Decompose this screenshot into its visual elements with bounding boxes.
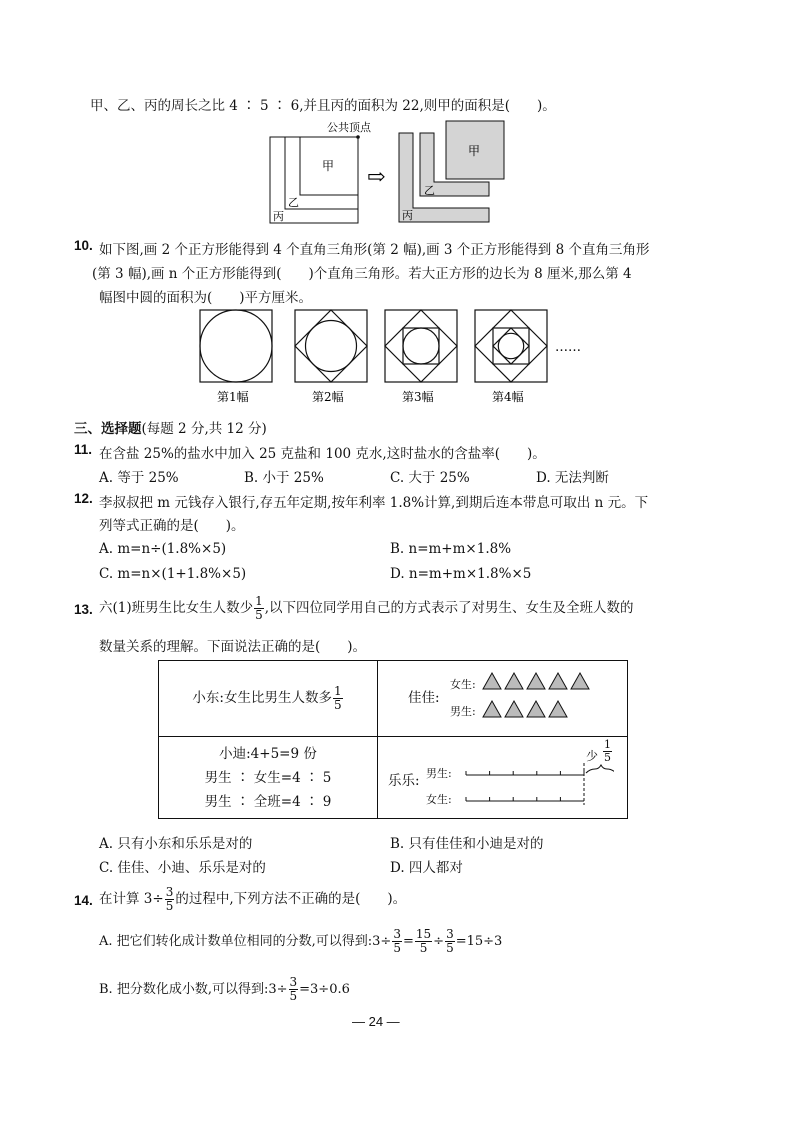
- shao-label: 少: [586, 749, 599, 763]
- q14-fraction: $\frac{3}{5}$: [165, 885, 174, 913]
- figure-1: [200, 310, 272, 382]
- q12-option-b[interactable]: B. n=m+m×1.8%: [390, 541, 512, 557]
- q13-line1-b: ,以下四位同学用自己的方式表示了对男生、女生及全班人数的: [264, 600, 634, 616]
- q13-number: 13.: [74, 602, 93, 617]
- triangle-boy-1: [483, 701, 501, 717]
- q10-number: 10.: [74, 238, 93, 253]
- fig-label-4: 第4幅: [492, 390, 524, 404]
- q13-line2: 数量关系的理解。下面说法正确的是( )。: [99, 639, 367, 655]
- q11-option-c[interactable]: C. 大于 25%: [390, 470, 470, 486]
- ellipsis: ……: [555, 340, 581, 355]
- q10-line1: 如下图,画 2 个正方形能得到 4 个直角三角形(第 2 幅),画 3 个正方形能得到 8 个直角三角形: [99, 242, 650, 258]
- q9-text: 甲、乙、丙的周长之比 4 ∶ 5 ∶ 6,并且丙的面积为 22,则甲的面积是( )。: [90, 98, 556, 114]
- lele-girls-label: 女生:: [426, 793, 452, 806]
- triangle-girl-3: [527, 673, 545, 689]
- triangle-girl-2: [505, 673, 523, 689]
- q13-line1: [99, 594, 634, 622]
- triangle-girl-5: [571, 673, 589, 689]
- label-yi-right: 乙: [424, 184, 435, 197]
- q13-option-b[interactable]: B. 只有佳佳和小迪是对的: [390, 836, 544, 852]
- label-yi-left: 乙: [288, 196, 299, 209]
- figure-4: [475, 310, 547, 382]
- fig-label-3: 第3幅: [402, 390, 434, 404]
- lele-boys-label: 男生:: [426, 767, 452, 780]
- q10-figures: [195, 305, 595, 405]
- q11-option-b[interactable]: B. 小于 25%: [244, 470, 324, 486]
- triangle-girl-1: [483, 673, 501, 689]
- q14-text-a: 在计算 3÷: [99, 891, 164, 907]
- q11-option-a[interactable]: A. 等于 25%: [99, 470, 179, 486]
- common-vertex-label: 公共顶点: [327, 121, 371, 134]
- q14-text-b: 的过程中,下列方法不正确的是( )。: [175, 891, 407, 907]
- q11-option-d[interactable]: D. 无法判断: [536, 470, 609, 486]
- figure-2: [295, 310, 367, 382]
- figure-3: [385, 310, 457, 382]
- fig-label-1: 第1幅: [217, 390, 249, 404]
- jiajia-girls-label: 女生:: [450, 678, 476, 691]
- label-bing-left: 丙: [273, 210, 284, 223]
- q10-line3: 幅图中圆的面积为( )平方厘米。: [99, 290, 313, 306]
- xiaodi-line3: 男生 ∶ 全班=4 ∶ 9: [204, 793, 332, 810]
- xiaodong-text: 小东:女生比男生人数多: [192, 690, 332, 706]
- q13-option-a[interactable]: A. 只有小东和乐乐是对的: [99, 836, 253, 852]
- label-bing-right: 丙: [402, 209, 413, 222]
- page-number: — 24 —: [352, 1014, 400, 1029]
- q12-option-d[interactable]: D. n=m+m×1.8%×5: [390, 566, 532, 582]
- jiajia-boys-label: 男生:: [450, 705, 476, 718]
- section-heading: [74, 417, 267, 437]
- q13-line1-a: 六(1)班男生比女生人数少: [99, 600, 254, 616]
- cell-jiajia: [378, 661, 628, 737]
- brace: [586, 765, 614, 773]
- q12-option-c[interactable]: C. m=n×(1+1.8%×5): [99, 566, 247, 582]
- arrow-icon: ⇨: [367, 165, 386, 190]
- triangle-boy-3: [527, 701, 545, 717]
- label-jia-right: 甲: [468, 144, 481, 158]
- lele-name: 乐乐:: [388, 773, 420, 789]
- triangles: [482, 671, 602, 726]
- q13-option-d[interactable]: D. 四人都对: [390, 860, 463, 876]
- q10-line2: (第 3 幅),画 n 个正方形能得到( )个直角三角形。若大正方形的边长为 8 厘米,那么第 4: [92, 266, 632, 282]
- q11-text: 在含盐 25%的盐水中加入 25 克盐和 100 克水,这时盐水的含盐率( )。: [99, 446, 546, 462]
- q13-fraction: $\frac{1}{5}$: [255, 594, 263, 622]
- q14-option-b[interactable]: B. 把分数化成小数,可以得到:3÷ $\frac{3}{5}$ =3÷0.6: [99, 975, 350, 1003]
- q14-line: [99, 885, 406, 913]
- xiaodi-line1: 小迪:4+5=9 份: [219, 745, 317, 762]
- cell-xiaodi: [159, 737, 378, 819]
- triangle-boy-2: [505, 701, 523, 717]
- cell-xiaodong: [159, 661, 378, 737]
- q13-table: [158, 660, 628, 819]
- lele-segments: [464, 761, 614, 811]
- q12-number: 12.: [74, 491, 93, 506]
- q9-figure: [265, 118, 505, 228]
- xiaodi-line2: 男生 ∶ 女生=4 ∶ 5: [204, 769, 332, 786]
- triangle-girl-4: [549, 673, 567, 689]
- xiaodong-fraction: $\frac{1}{5}$: [333, 684, 342, 712]
- q13-option-c[interactable]: C. 佳佳、小迪、乐乐是对的: [99, 860, 266, 876]
- section-title: 三、选择题: [74, 421, 142, 437]
- cell-lele: [378, 737, 628, 819]
- label-jia-left: 甲: [322, 159, 335, 173]
- q14-number: 14.: [74, 893, 93, 908]
- lele-fraction: $\frac{1}{5}$: [604, 738, 611, 764]
- triangle-boy-4: [549, 701, 567, 717]
- q14-option-a[interactable]: A. 把它们转化成计数单位相同的分数,可以得到:3÷ $\frac{3}{5}$ = $\frac{15}{5}$ ÷ $\frac{3}{5}$ =15÷3: [99, 927, 503, 955]
- section-note: (每题 2 分,共 12 分): [141, 421, 267, 437]
- q11-number: 11.: [74, 442, 93, 457]
- q12-option-a[interactable]: A. m=n÷(1.8%×5): [99, 541, 227, 557]
- q12-line1: 李叔叔把 m 元钱存入银行,存五年定期,按年利率 1.8%计算,到期后连本带息可取出 n 元。下: [99, 495, 649, 511]
- q12-line2: 列等式正确的是( )。: [99, 518, 245, 534]
- fig-label-2: 第2幅: [312, 390, 344, 404]
- jiajia-name: 佳佳:: [408, 690, 440, 706]
